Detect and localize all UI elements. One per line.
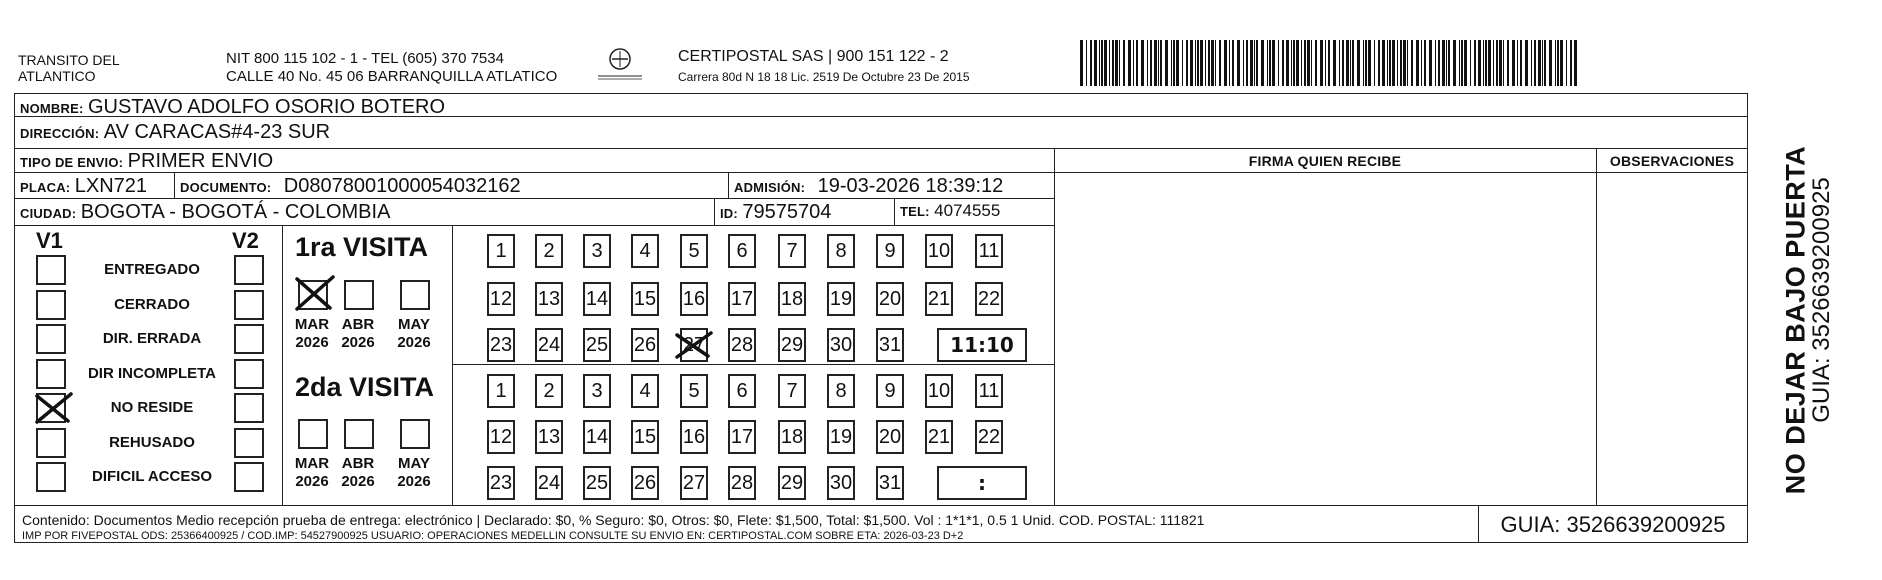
visit-2-day-22[interactable]: 22 bbox=[975, 420, 1003, 454]
visit-2-day-4[interactable]: 4 bbox=[631, 374, 659, 408]
barcode-bar bbox=[1499, 40, 1502, 86]
shipment-type-row bbox=[20, 150, 273, 173]
barcode-bar bbox=[1291, 40, 1292, 86]
visit-2-day-3[interactable]: 3 bbox=[583, 374, 611, 408]
visit-2-month-label-may bbox=[392, 455, 436, 491]
barcode-bar bbox=[1474, 40, 1476, 86]
barcode-bar bbox=[1147, 40, 1148, 86]
visit-1-month-label-mar bbox=[290, 316, 334, 352]
barcode-bar bbox=[1520, 40, 1522, 86]
visit-1-day-5[interactable]: 5 bbox=[680, 234, 708, 268]
barcode-bar bbox=[1459, 40, 1460, 86]
barcode-bar bbox=[1429, 40, 1432, 86]
issuer-line-1: TRANSITO DEL bbox=[18, 52, 120, 68]
barcode-bar bbox=[1346, 40, 1349, 86]
barcode-bar bbox=[1160, 40, 1162, 86]
visit-2-month-label-abr bbox=[336, 455, 380, 491]
barcode-bar bbox=[1464, 40, 1467, 86]
visit-2-day-16[interactable]: 16 bbox=[680, 420, 708, 454]
barcode-bar bbox=[1133, 40, 1134, 86]
visit-1-day-29[interactable]: 29 bbox=[778, 328, 806, 362]
visit-1-month-box-abr[interactable] bbox=[344, 280, 374, 310]
barcode-bar bbox=[1389, 40, 1391, 86]
status-label-rehusado: REHUSADO bbox=[109, 433, 195, 451]
v2-checkbox-dir-incompleta[interactable] bbox=[234, 359, 264, 389]
print-info: IMP POR FIVEPOSTAL ODS: 25366400925 / COD.IMP: 54527900925 USUARIO: OPERACIONES MEDELLIN CONSULTE SU ENVIO EN: CERTIPOSTAL.COM SOBRE ETA: 2026-03-23 D+2 bbox=[22, 530, 964, 542]
visit-1-day-12[interactable]: 12 bbox=[487, 282, 515, 316]
barcode-bar bbox=[1250, 40, 1253, 86]
status-label-no-reside: NO RESIDE bbox=[110, 399, 194, 416]
visit-2-day-28[interactable]: 28 bbox=[728, 466, 756, 500]
barcode-bar bbox=[1141, 40, 1144, 86]
status-label-dir-incompleta: DIR INCOMPLETA bbox=[87, 364, 217, 382]
documento-label: DOCUMENTO: bbox=[180, 180, 272, 195]
barcode-bar bbox=[1173, 40, 1175, 86]
document-number: D08078001000054032162 bbox=[283, 175, 521, 197]
barcode-bar bbox=[1387, 40, 1388, 86]
barcode-bar bbox=[1112, 40, 1114, 86]
barcode-bar bbox=[1094, 40, 1097, 86]
barcode-bar bbox=[1483, 40, 1484, 86]
visit-2-day-8[interactable]: 8 bbox=[827, 374, 855, 408]
barcode-bar bbox=[1333, 40, 1336, 86]
barcode-bar bbox=[1286, 40, 1289, 86]
v1-checkbox-rehusado[interactable] bbox=[36, 428, 66, 458]
visit-2-day-29[interactable]: 29 bbox=[778, 466, 806, 500]
status-label-cerrado: CERRADO bbox=[114, 295, 190, 313]
v1-checkbox-no-reside[interactable] bbox=[36, 393, 66, 423]
visit-2-day-10[interactable]: 10 bbox=[925, 374, 953, 408]
barcode-bar bbox=[1304, 40, 1306, 86]
barcode-bar bbox=[1182, 40, 1183, 86]
barcode-bar bbox=[1328, 40, 1330, 86]
visit-2-day-24[interactable]: 24 bbox=[535, 466, 563, 500]
barcode-bar bbox=[1315, 40, 1317, 86]
visit-1-day-25[interactable]: 25 bbox=[583, 328, 611, 362]
ciudad-label: CIUDAD: bbox=[20, 206, 77, 221]
visit-2-day-20[interactable]: 20 bbox=[876, 420, 904, 454]
barcode-bar bbox=[1365, 40, 1367, 86]
v1-checkbox-cerrado[interactable] bbox=[36, 290, 66, 320]
visit-1-day-23[interactable]: 23 bbox=[487, 328, 515, 362]
visit-1-day-13[interactable]: 13 bbox=[535, 282, 563, 316]
do-not-leave-under-door-warning: NO DEJAR BAJO PUERTA bbox=[1780, 145, 1811, 495]
barcode-bar bbox=[1461, 40, 1463, 86]
barcode-bar bbox=[1232, 40, 1234, 86]
placa-label: PLACA: bbox=[20, 180, 71, 195]
contents-declaration: Contenido: Documentos Medio recepción prueba de entrega: electrónico | Declarado: $0, % Seguro: $0, Otros: $0, Flete: $1,500, Total: $1,500. Vol : 1*1*1, 0.5 1 Unid. COD. POSTAL: 111821 bbox=[22, 512, 1205, 528]
visit-1-day-6[interactable]: 6 bbox=[728, 234, 756, 268]
visit-1-day-30[interactable]: 30 bbox=[827, 328, 855, 362]
barcode-bar bbox=[1534, 40, 1536, 86]
nombre-label: NOMBRE: bbox=[20, 101, 84, 116]
visit-2-month-box-may[interactable] bbox=[400, 419, 430, 449]
barcode-bar bbox=[1325, 40, 1326, 86]
barcode-bar bbox=[1400, 40, 1402, 86]
barcode-bar bbox=[1186, 40, 1188, 86]
barcode-bar bbox=[1493, 40, 1494, 86]
barcode-bar bbox=[1374, 40, 1375, 86]
tipo-label: TIPO DE ENVIO: bbox=[20, 155, 124, 170]
month-name: ABR bbox=[341, 316, 375, 333]
barcode-bar bbox=[1421, 40, 1422, 86]
barcode-bar bbox=[1123, 40, 1125, 86]
visit-1-day-17[interactable]: 17 bbox=[728, 282, 756, 316]
visit-2-month-box-mar[interactable] bbox=[298, 419, 328, 449]
visit-1-day-26[interactable]: 26 bbox=[631, 328, 659, 362]
barcode-bar bbox=[1229, 40, 1230, 86]
barcode-bar bbox=[1507, 40, 1509, 86]
issuer-line-2: ATLANTICO bbox=[18, 68, 96, 84]
status-label-dificil-acceso: DIFICIL ACCESO bbox=[91, 468, 212, 485]
id-cell bbox=[720, 201, 831, 224]
barcode-bar bbox=[1254, 40, 1255, 86]
recipient-tel: 4074555 bbox=[934, 201, 1001, 220]
month-year: 2026 bbox=[295, 473, 329, 490]
barcode-bar bbox=[1136, 40, 1138, 86]
visit-2-day-2[interactable]: 2 bbox=[535, 374, 563, 408]
barcode bbox=[1080, 40, 1580, 86]
visit-1-day-15[interactable]: 15 bbox=[631, 282, 659, 316]
barcode-bar bbox=[1478, 40, 1481, 86]
barcode-bar bbox=[1278, 40, 1279, 86]
visit-1-day-16[interactable]: 16 bbox=[680, 282, 708, 316]
v2-header: V2 bbox=[232, 228, 259, 253]
month-year: 2026 bbox=[295, 334, 329, 351]
barcode-bar bbox=[1403, 40, 1406, 86]
issuer-street: CALLE 40 No. 45 06 BARRANQUILLA ATLATICO bbox=[226, 68, 558, 85]
barcode-bar bbox=[1496, 40, 1498, 86]
barcode-bar bbox=[1342, 40, 1344, 86]
barcode-bar bbox=[1531, 40, 1532, 86]
barcode-bar bbox=[1086, 40, 1087, 86]
issuer-name bbox=[18, 52, 120, 84]
barcode-bar bbox=[1438, 40, 1440, 86]
barcode-bar bbox=[1549, 40, 1552, 86]
barcode-bar bbox=[1470, 40, 1471, 86]
barcode-bar bbox=[1158, 40, 1159, 86]
visit-1-day-27[interactable]: 27 bbox=[680, 328, 708, 362]
issuer-address bbox=[226, 50, 557, 86]
barcode-bar bbox=[1195, 40, 1196, 86]
barcode-bar bbox=[1150, 40, 1152, 86]
barcode-bar bbox=[1205, 40, 1206, 86]
barcode-bar bbox=[1574, 40, 1577, 86]
barcode-bar bbox=[1119, 40, 1120, 86]
barcode-bar bbox=[1296, 40, 1299, 86]
visit-1-day-1[interactable]: 1 bbox=[487, 234, 515, 268]
visit-2-day-19[interactable]: 19 bbox=[827, 420, 855, 454]
side-tracking-number: GUIA: 3526639200925 bbox=[1808, 177, 1835, 423]
barcode-bar bbox=[1272, 40, 1275, 86]
barcode-bar bbox=[1357, 40, 1360, 86]
visit-1-day-28[interactable]: 28 bbox=[728, 328, 756, 362]
v1-header: V1 bbox=[36, 228, 63, 253]
barcode-bar bbox=[1416, 40, 1419, 86]
barcode-bar bbox=[1301, 40, 1302, 86]
visit-2-month-label-mar bbox=[290, 455, 334, 491]
recipient-city: BOGOTA - BOGOTÁ - COLOMBIA bbox=[80, 201, 391, 223]
v1-checkbox-dir-errada[interactable] bbox=[36, 324, 66, 354]
v2-checkbox-dificil-acceso[interactable] bbox=[234, 462, 264, 492]
month-name: ABR bbox=[341, 455, 375, 472]
visit-2-day-14[interactable]: 14 bbox=[583, 420, 611, 454]
barcode-bar bbox=[1407, 40, 1408, 86]
id-label: ID: bbox=[720, 206, 738, 221]
second-visit-title: 2da VISITA bbox=[295, 372, 435, 402]
visit-1-day-7[interactable]: 7 bbox=[778, 234, 806, 268]
barcode-bar bbox=[1282, 40, 1284, 86]
visit-2-day-17[interactable]: 17 bbox=[728, 420, 756, 454]
barcode-bar bbox=[1555, 40, 1556, 86]
barcode-bar bbox=[1269, 40, 1271, 86]
visit-1-day-10[interactable]: 10 bbox=[925, 234, 953, 268]
month-name: MAY bbox=[398, 316, 430, 333]
barcode-bar bbox=[1392, 40, 1395, 86]
barcode-bar bbox=[1411, 40, 1413, 86]
v1-checkbox-dificil-acceso[interactable] bbox=[36, 462, 66, 492]
barcode-bar bbox=[1560, 40, 1563, 86]
month-year: 2026 bbox=[397, 334, 431, 351]
visit-1-time-box[interactable]: 11:10 bbox=[937, 328, 1027, 362]
barcode-bar bbox=[1215, 40, 1216, 86]
admision-label: ADMISIÓN: bbox=[734, 180, 806, 195]
v1-checkbox-dir-incompleta[interactable] bbox=[36, 359, 66, 389]
barcode-bar bbox=[1190, 40, 1193, 86]
barcode-bar bbox=[1243, 40, 1244, 86]
city-cell bbox=[20, 201, 390, 224]
barcode-bar bbox=[1200, 40, 1203, 86]
visit-2-day-12[interactable]: 12 bbox=[487, 420, 515, 454]
month-name: MAR bbox=[294, 455, 330, 472]
visit-2-day-1[interactable]: 1 bbox=[487, 374, 515, 408]
first-visit-title: 1ra VISITA bbox=[295, 232, 429, 262]
visit-1-month-box-mar[interactable] bbox=[298, 280, 328, 310]
visit-2-day-26[interactable]: 26 bbox=[631, 466, 659, 500]
v2-checkbox-entregado[interactable] bbox=[234, 255, 264, 285]
visit-2-day-27[interactable]: 27 bbox=[680, 466, 708, 500]
shipment-type: PRIMER ENVIO bbox=[127, 150, 274, 172]
barcode-bar bbox=[1424, 40, 1426, 86]
barcode-bar bbox=[1382, 40, 1385, 86]
visit-2-day-15[interactable]: 15 bbox=[631, 420, 659, 454]
barcode-bar bbox=[1109, 40, 1110, 86]
barcode-bar bbox=[1090, 40, 1092, 86]
barcode-bar bbox=[1237, 40, 1240, 86]
status-label-entregado: ENTREGADO bbox=[104, 261, 200, 278]
barcode-bar bbox=[1219, 40, 1221, 86]
signature-area[interactable] bbox=[1056, 174, 1594, 504]
barcode-bar bbox=[1542, 40, 1543, 86]
observations-area[interactable] bbox=[1598, 174, 1746, 504]
barcode-bar bbox=[1246, 40, 1248, 86]
barcode-bar bbox=[1368, 40, 1371, 86]
tel-label: TEL: bbox=[900, 204, 930, 219]
plate-cell bbox=[20, 175, 147, 198]
barcode-bar bbox=[1570, 40, 1572, 86]
visit-2-day-25[interactable]: 25 bbox=[583, 466, 611, 500]
visit-1-day-20[interactable]: 20 bbox=[876, 282, 904, 316]
barcode-bar bbox=[1104, 40, 1107, 86]
barcode-bar bbox=[1211, 40, 1214, 86]
courier-logo-icon bbox=[594, 46, 646, 82]
visit-2-time-box[interactable]: : bbox=[937, 466, 1027, 500]
barcode-bar bbox=[1261, 40, 1264, 86]
visit-1-month-label-may bbox=[392, 316, 436, 352]
status-label-dir-errada: DIR. ERRADA bbox=[102, 330, 202, 347]
barcode-bar bbox=[1350, 40, 1351, 86]
barcode-bar bbox=[1352, 40, 1354, 86]
barcode-bar bbox=[1453, 40, 1456, 86]
v2-checkbox-no-reside[interactable] bbox=[234, 393, 264, 423]
recipient-id: 79575704 bbox=[742, 201, 832, 223]
visit-2-day-7[interactable]: 7 bbox=[778, 374, 806, 408]
address-row bbox=[20, 121, 330, 144]
visit-1-day-19[interactable]: 19 bbox=[827, 282, 855, 316]
visit-1-day-18[interactable]: 18 bbox=[778, 282, 806, 316]
visit-2-day-5[interactable]: 5 bbox=[680, 374, 708, 408]
visit-1-day-2[interactable]: 2 bbox=[535, 234, 563, 268]
barcode-bar bbox=[1538, 40, 1541, 86]
barcode-bar bbox=[1101, 40, 1103, 86]
issuer-nit: NIT 800 115 102 - 1 - TEL (605) 370 7534 bbox=[226, 50, 504, 67]
barcode-bar bbox=[1485, 40, 1487, 86]
v1-checkbox-entregado[interactable] bbox=[36, 255, 66, 285]
barcode-bar bbox=[1224, 40, 1227, 86]
barcode-bar bbox=[1154, 40, 1157, 86]
v2-checkbox-cerrado[interactable] bbox=[234, 290, 264, 320]
visit-2-day-18[interactable]: 18 bbox=[778, 420, 806, 454]
document-cell bbox=[180, 175, 521, 198]
visit-2-day-31[interactable]: 31 bbox=[876, 466, 904, 500]
admission-cell bbox=[734, 175, 1003, 198]
barcode-bar bbox=[1435, 40, 1436, 86]
barcode-bar bbox=[1293, 40, 1295, 86]
month-name: MAR bbox=[294, 316, 330, 333]
courier-name: CERTIPOSTAL SAS | 900 151 122 - 2 bbox=[678, 48, 949, 65]
barcode-bar bbox=[1512, 40, 1515, 86]
recipient-address: AV CARACAS#4-23 SUR bbox=[103, 121, 331, 143]
visit-1-day-24[interactable]: 24 bbox=[535, 328, 563, 362]
barcode-bar bbox=[1320, 40, 1323, 86]
visit-2-day-21[interactable]: 21 bbox=[925, 420, 953, 454]
visit-1-month-label-abr bbox=[336, 316, 380, 352]
visit-2-day-23[interactable]: 23 bbox=[487, 466, 515, 500]
visit-1-day-22[interactable]: 22 bbox=[975, 282, 1003, 316]
plate-number: LXN721 bbox=[74, 175, 148, 197]
barcode-bar bbox=[1488, 40, 1491, 86]
courier-info bbox=[678, 47, 970, 87]
barcode-bar bbox=[1557, 40, 1559, 86]
barcode-bar bbox=[1267, 40, 1268, 86]
v2-checkbox-dir-errada[interactable] bbox=[234, 324, 264, 354]
visit-2-day-13[interactable]: 13 bbox=[535, 420, 563, 454]
barcode-bar bbox=[1446, 40, 1447, 86]
barcode-bar bbox=[1339, 40, 1340, 86]
barcode-bar bbox=[1208, 40, 1210, 86]
visit-1-day-9[interactable]: 9 bbox=[876, 234, 904, 268]
tel-cell bbox=[900, 201, 1000, 221]
direccion-label: DIRECCIÓN: bbox=[20, 126, 100, 141]
recipient-name-row bbox=[20, 96, 445, 119]
visit-2-day-6[interactable]: 6 bbox=[728, 374, 756, 408]
barcode-bar bbox=[1080, 40, 1083, 86]
barcode-bar bbox=[1256, 40, 1258, 86]
visit-2-month-box-abr[interactable] bbox=[344, 419, 374, 449]
visit-1-day-8[interactable]: 8 bbox=[827, 234, 855, 268]
barcode-bar bbox=[1503, 40, 1504, 86]
barcode-bar bbox=[1442, 40, 1445, 86]
visit-1-month-box-may[interactable] bbox=[400, 280, 430, 310]
barcode-bar bbox=[1115, 40, 1118, 86]
barcode-bar bbox=[1517, 40, 1518, 86]
barcode-bar bbox=[1544, 40, 1546, 86]
month-year: 2026 bbox=[397, 473, 431, 490]
visit-1-day-11[interactable]: 11 bbox=[975, 234, 1003, 268]
month-year: 2026 bbox=[341, 334, 375, 351]
barcode-bar bbox=[1448, 40, 1450, 86]
barcode-bar bbox=[1165, 40, 1168, 86]
barcode-bar bbox=[1099, 40, 1100, 86]
barcode-bar bbox=[1566, 40, 1567, 86]
tracking-number: GUIA: 3526639200925 bbox=[1500, 512, 1726, 537]
barcode-bar bbox=[1176, 40, 1179, 86]
visit-1-day-4[interactable]: 4 bbox=[631, 234, 659, 268]
month-name: MAY bbox=[398, 455, 430, 472]
visit-1-day-3[interactable]: 3 bbox=[583, 234, 611, 268]
barcode-bar bbox=[1171, 40, 1172, 86]
admission-datetime: 19-03-2026 18:39:12 bbox=[817, 175, 1004, 197]
courier-license: Carrera 80d N 18 18 Lic. 2519 De Octubre 23 De 2015 bbox=[678, 70, 970, 84]
barcode-bar bbox=[1397, 40, 1398, 86]
observations-column-header: OBSERVACIONES bbox=[1609, 153, 1735, 169]
barcode-bar bbox=[1311, 40, 1312, 86]
barcode-bar bbox=[1525, 40, 1528, 86]
visit-1-day-21[interactable]: 21 bbox=[925, 282, 953, 316]
barcode-bar bbox=[1363, 40, 1364, 86]
visit-1-day-14[interactable]: 14 bbox=[583, 282, 611, 316]
visit-2-day-30[interactable]: 30 bbox=[827, 466, 855, 500]
visit-2-day-9[interactable]: 9 bbox=[876, 374, 904, 408]
barcode-bar bbox=[1378, 40, 1380, 86]
barcode-bar bbox=[1197, 40, 1199, 86]
month-year: 2026 bbox=[341, 473, 375, 490]
v2-checkbox-rehusado[interactable] bbox=[234, 428, 264, 458]
barcode-bar bbox=[1307, 40, 1310, 86]
visit-1-day-31[interactable]: 31 bbox=[876, 328, 904, 362]
visit-2-day-11[interactable]: 11 bbox=[975, 374, 1003, 408]
barcode-bar bbox=[1128, 40, 1131, 86]
signature-column-header: FIRMA QUIEN RECIBE bbox=[1248, 153, 1402, 169]
recipient-name: GUSTAVO ADOLFO OSORIO BOTERO bbox=[87, 96, 446, 118]
